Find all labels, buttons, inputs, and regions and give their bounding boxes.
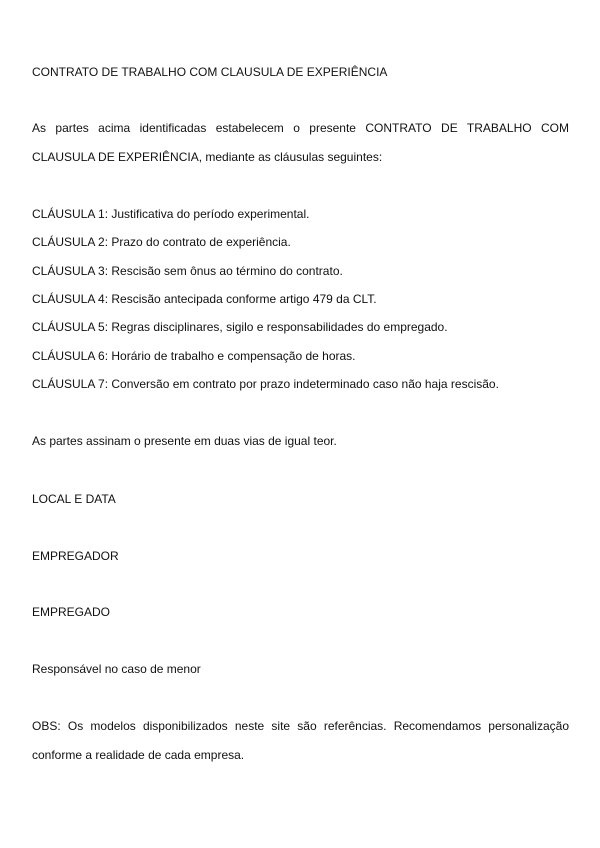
closing-statement: As partes assinam o presente em duas vias de igual teor. bbox=[32, 434, 337, 448]
clause-item: CLÁUSULA 6: Horário de trabalho e compensação de horas. bbox=[32, 349, 356, 363]
note-paragraph: OBS: Os modelos disponibilizados neste site são referências. Recomendamos personalização conforme a realidade de cada empresa. bbox=[32, 719, 569, 762]
document-title: CONTRATO DE TRABALHO COM CLAUSULA DE EXPERIÊNCIA bbox=[32, 65, 388, 79]
minor-responsible-label: Responsável no caso de menor bbox=[32, 662, 201, 676]
clause-item: CLÁUSULA 7: Conversão em contrato por prazo indeterminado caso não haja rescisão. bbox=[32, 377, 499, 391]
clause-item: CLÁUSULA 1: Justificativa do período experimental. bbox=[32, 207, 310, 221]
clause-item: CLÁUSULA 5: Regras disciplinares, sigilo e responsabilidades do empregado. bbox=[32, 320, 448, 334]
clause-item: CLÁUSULA 4: Rescisão antecipada conforme artigo 479 da CLT. bbox=[32, 292, 377, 306]
place-date-label: LOCAL E DATA bbox=[32, 492, 116, 506]
clause-item: CLÁUSULA 2: Prazo do contrato de experiência. bbox=[32, 235, 291, 249]
intro-paragraph: As partes acima identificadas estabelecem o presente CONTRATO DE TRABALHO COM CLAUSULA DE EXPERIÊNCIA, mediante as cláusulas seguintes: bbox=[32, 121, 569, 164]
clause-item: CLÁUSULA 3: Rescisão sem ônus ao término do contrato. bbox=[32, 264, 343, 278]
employee-label: EMPREGADO bbox=[32, 605, 111, 619]
employer-label: EMPREGADOR bbox=[32, 549, 119, 563]
